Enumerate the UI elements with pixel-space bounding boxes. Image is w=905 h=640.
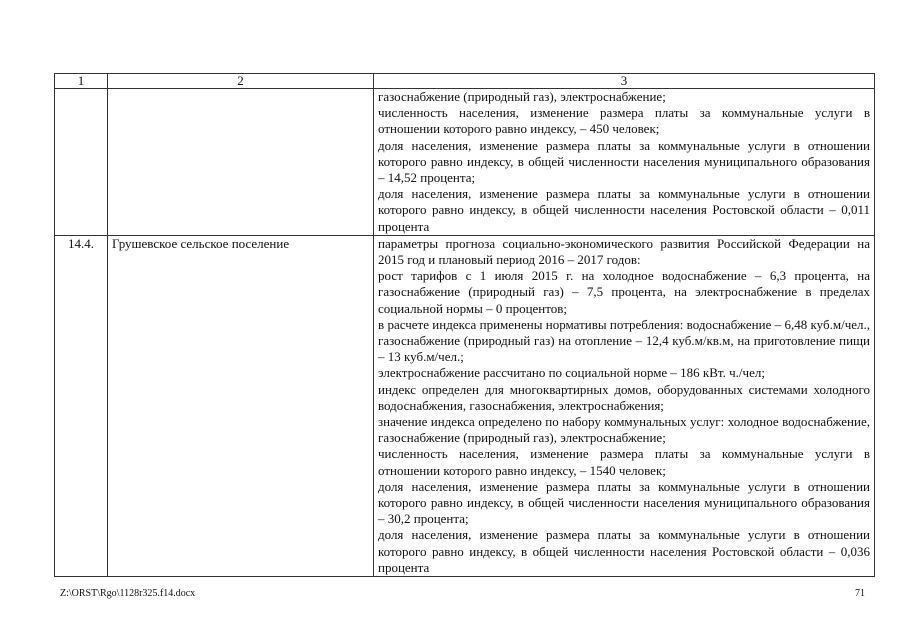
row-number-cell: 14.4. [55,235,108,576]
column-header-2: 2 [108,74,374,89]
document-table [54,73,875,577]
row-name-cell: Грушевское сельское поселение [108,235,374,576]
description-paragraph: численность населения, изменение размера платы за коммунальные услуги в отношении которого равно индексу, – 1540 человек; [378,446,870,478]
description-paragraph: доля населения, изменение размера платы за коммунальные услуги в отношении которого равно индексу, в общей численности населения Ростовской области – 0,011 процента [378,186,870,234]
footer-page-number: 71 [855,588,865,599]
description-paragraph: в расчете индекса применены нормативы потребления: водоснабжение – 6,48 куб.м/чел., газоснабжение (природный газ) на отопление – 12,4 куб.м/кв.м, на приготовление пищи – 13 куб.м/чел.; [378,316,870,365]
row-description-cell [374,89,875,236]
description-paragraph: рост тарифов с 1 июля 2015 г. на холодное водоснабжение – 6,3 процента, на газоснабжение (природный газ) – 7,5 процента, на электроснабжение в пределах социальной нормы – 0 процентов; [378,268,870,316]
description-paragraph: доля населения, изменение размера платы за коммунальные услуги в отношении которого равно индексу, в общей численности населения Ростовской области – 0,036 процента [378,527,870,575]
description-paragraph: газоснабжение (природный газ), электроснабжение; [378,89,666,104]
table-row-continued [55,89,875,236]
table-row [55,235,875,576]
footer-file-path: Z:\ORST\Rgo\1128r325.f14.docx [60,588,196,599]
row-name-cell [108,89,374,236]
column-header-3: 3 [374,74,875,89]
description-paragraph: доля населения, изменение размера платы за коммунальные услуги в отношении которого равно индексу, в общей численности населения муниципального образования – 14,52 процента; [378,137,870,186]
column-header-1: 1 [55,74,108,89]
description-paragraph: доля населения, изменение размера платы за коммунальные услуги в отношении которого равно индексу, в общей численности населения муниципального образования – 30,2 процента; [378,478,870,527]
description-paragraph: значение индекса определено по набору коммунальных услуг: холодное водоснабжение, газоснабжение (природный газ), электроснабжение; [378,414,870,446]
row-description-cell [374,235,875,576]
table-header-row [55,74,875,89]
description-paragraph: численность населения, изменение размера платы за коммунальные услуги в отношении которого равно индексу, – 450 человек; [378,105,870,137]
row-number-cell [55,89,108,236]
description-paragraph: параметры прогноза социально-экономического развития Российской Федерации на 2015 год и плановый период 2016 – 2017 годов: [378,235,870,268]
description-paragraph: индекс определен для многоквартирных домов, оборудованных системами холодного водоснабжения, газоснабжения, электроснабжения; [378,381,870,413]
description-paragraph: электроснабжение рассчитано по социальной норме – 186 кВт. ч./чел; [378,365,765,381]
